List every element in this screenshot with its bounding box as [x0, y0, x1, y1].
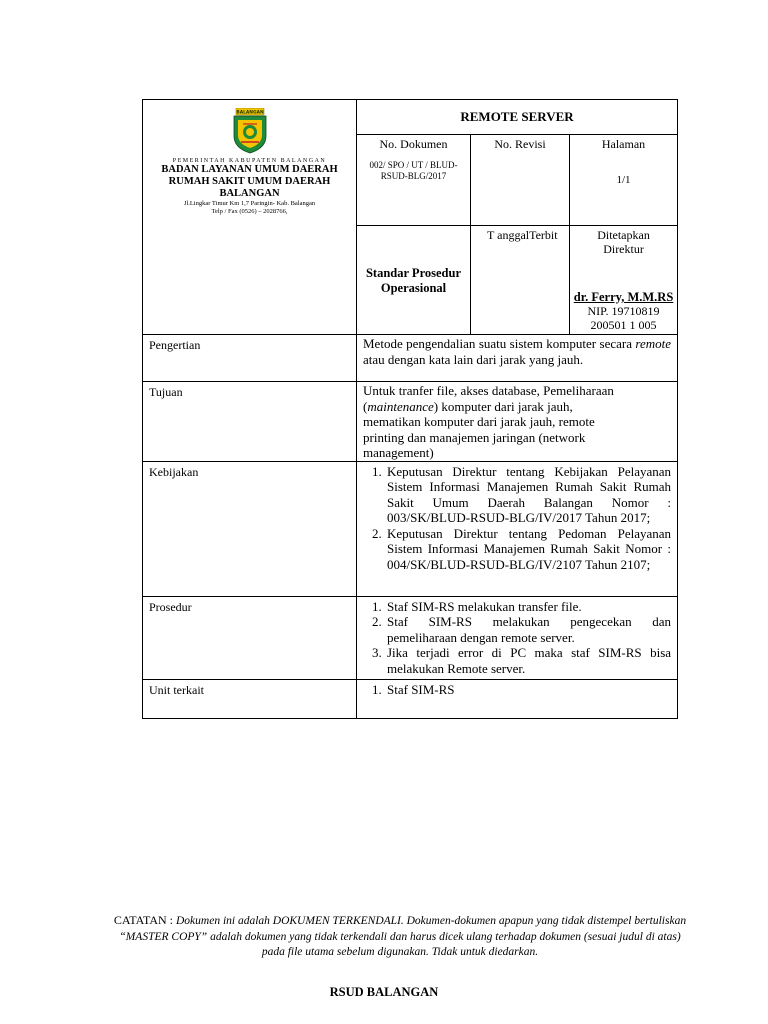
prosedur-list: [357, 599, 677, 677]
unit-list: [357, 682, 677, 698]
list-item: 1. Staf SIM-RS melakukan transfer file.: [385, 599, 671, 615]
address-line-2: Telp / Fax (0526) – 2028766,: [211, 208, 288, 215]
list-item: 3. Jika terjadi error di PC maka staf SIM-RS bisa melakukan Remote server.: [385, 645, 671, 676]
sop-table: [142, 99, 678, 719]
row-tujuan: [143, 382, 678, 462]
revision-cell: [471, 135, 570, 226]
page-label: Halaman: [601, 137, 646, 151]
kebijakan-list: [357, 464, 677, 573]
doc-number-label: No. Dokumen: [379, 137, 448, 151]
address-line-1: Jl.Lingkar Timur Km 1,7 Paringin- Kab. Balangan: [183, 200, 316, 207]
page-value: 1/1: [616, 174, 631, 186]
row-label: Prosedur: [149, 599, 192, 614]
footer-note: [110, 913, 690, 961]
org-line-3: BALANGAN: [219, 188, 280, 199]
row-kebijakan: [143, 461, 678, 596]
row-unit-terkait: [143, 679, 678, 718]
sop-title-line-1: Standar Prosedur: [365, 266, 462, 280]
revision-value: [471, 152, 569, 160]
logo-banner-text: BALANGAN: [235, 110, 264, 116]
doc-number-cell: [357, 135, 471, 226]
revision-label: No. Revisi: [494, 137, 546, 151]
row-label: Unit terkait: [149, 682, 204, 697]
signer-name: dr. Ferry, M.M.RS: [573, 290, 674, 304]
row-pengertian: [143, 335, 678, 382]
sop-title-line-2: Operasional: [380, 281, 447, 295]
document-title: REMOTE SERVER: [357, 100, 678, 135]
row-label: Tujuan: [149, 385, 183, 399]
row-label: Kebijakan: [149, 464, 199, 479]
approval-cell: [570, 226, 678, 335]
tujuan-text: Untuk tranfer file, akses database, Pemeliharaan (maintenance) komputer dari jarak jauh, mematikan komputer dari jarak jauh, remote printing dan manajemen jaringan (network management): [363, 383, 614, 460]
institution-header: [143, 100, 357, 335]
row-prosedur: [143, 596, 678, 679]
footer-lead: CATATAN :: [113, 913, 176, 927]
footer-note-text: Dokumen ini adalah DOKUMEN TERKENDALI. Dokumen-dokumen apapun yang tidak distempel bertuliskan “MASTER COPY” adalah dokumen yang tidak terkendali dan harus dicek ulang terhadap dokumen (sesuai judul di atas) pada file utama sebelum digunakan. Tidak untuk diedarkan.: [119, 915, 687, 958]
approved-line-1: Ditetapkan: [597, 228, 650, 242]
government-name: PEMERINTAH KABUPATEN BALANGAN: [172, 158, 327, 164]
issue-date-cell: [471, 226, 570, 335]
page-cell: [570, 135, 678, 226]
issue-date-label: T anggalTerbit: [487, 228, 558, 242]
list-item: 2. Staf SIM-RS melakukan pengecekan dan pemeliharaan dengan remote server.: [385, 614, 671, 645]
doc-number-value: 002/ SPO / UT / BLUD-RSUD-BLG/2017: [369, 160, 458, 181]
list-item: 1. Keputusan Direktur tentang Kebijakan Pelayanan Sistem Informasi Manajemen Rumah Sakit Rumah Sakit Umum Daerah Balangan Nomor : 003/SK/BLUD-RSUD-BLG/IV/2017 Tahun 2017;: [385, 464, 671, 526]
balangan-logo: [230, 108, 270, 154]
org-line-2: RUMAH SAKIT UMUM DAERAH: [168, 176, 331, 187]
sop-title-cell: [357, 226, 471, 335]
list-item: 2. Keputusan Direktur tentang Pedoman Pelayanan Sistem Informasi Manajemen Rumah Sakit Nomor : 004/SK/BLUD-RSUD-BLG/IV/2107 Tahun 2107;: [385, 526, 671, 573]
row-label: Pengertian: [149, 338, 201, 352]
org-line-1: BADAN LAYANAN UMUM DAERAH: [161, 164, 338, 175]
footer-institution: RSUD BALANGAN: [329, 985, 439, 999]
signer-nip: NIP. 19710819 200501 1 005: [587, 304, 660, 332]
approved-line-2: Direktur: [603, 242, 644, 256]
pengertian-text: Metode pengendalian suatu sistem komputer secara remote atau dengan kata lain dari jarak yang jauh.: [363, 336, 672, 367]
list-item: 1. Staf SIM-RS: [385, 682, 671, 698]
